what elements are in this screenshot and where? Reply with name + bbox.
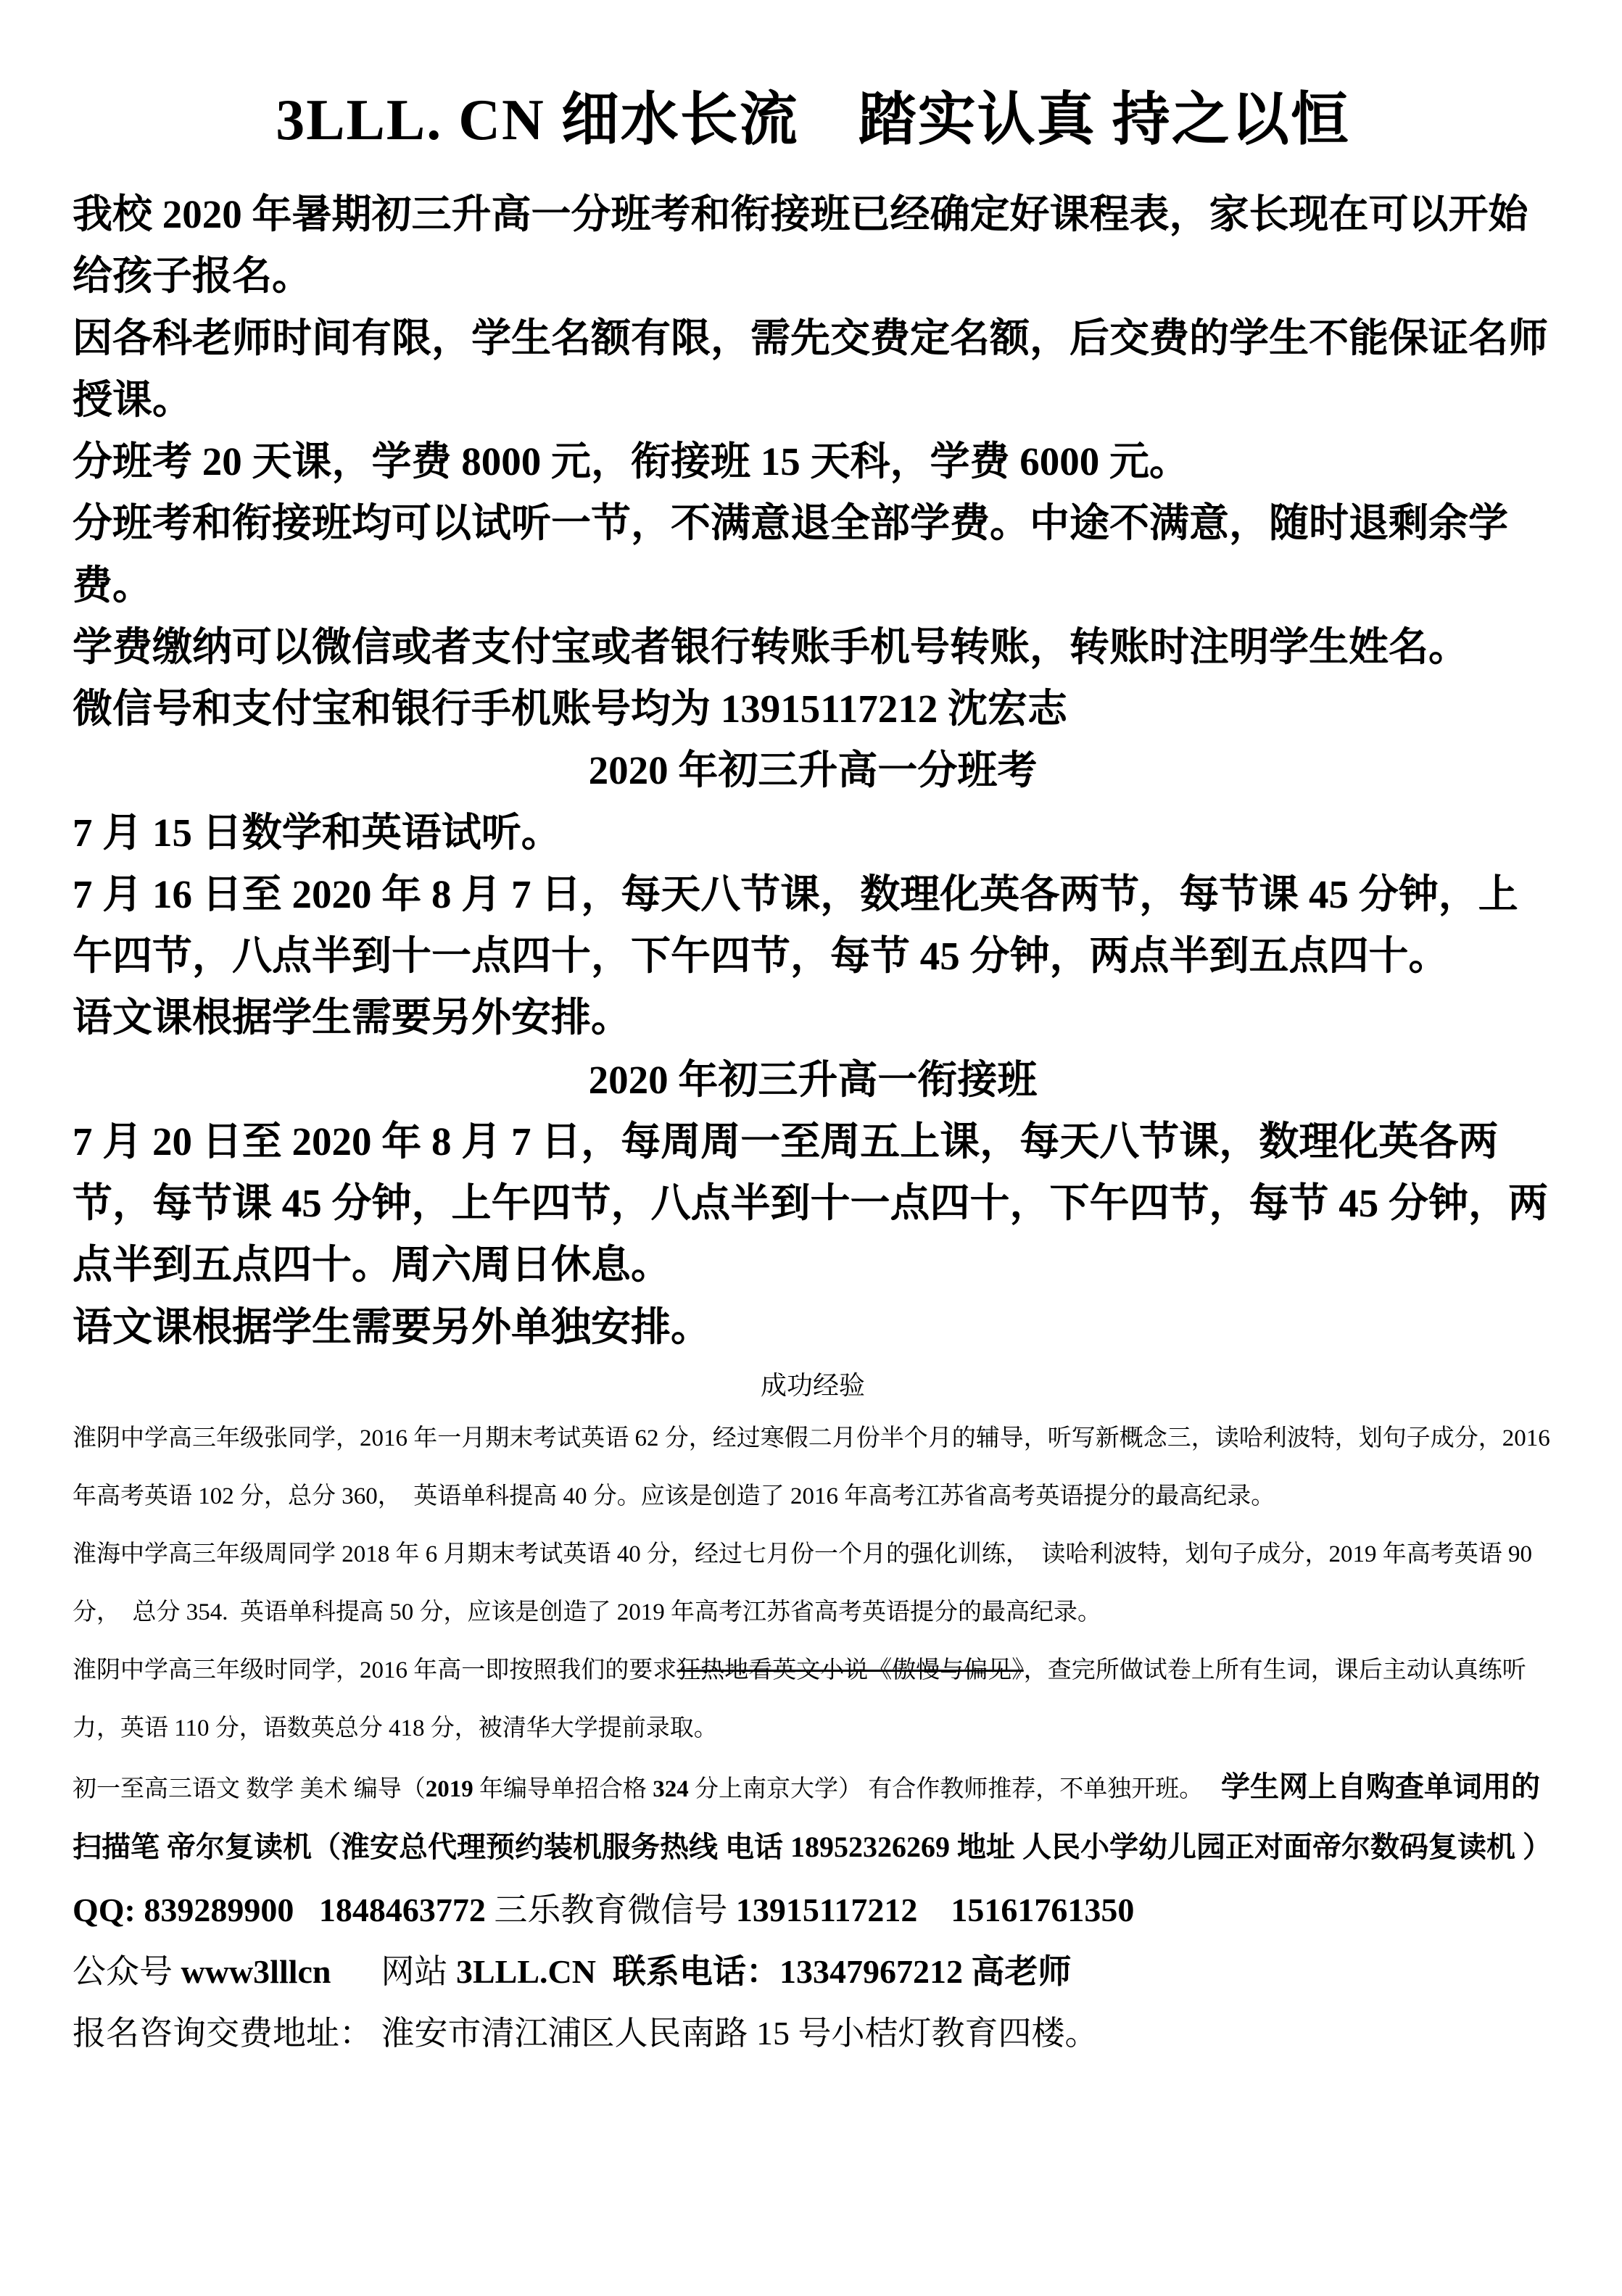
courses-year: 2019 xyxy=(425,1775,473,1802)
success-story-shi xyxy=(73,1642,1553,1758)
success-stories-heading: 成功经验 xyxy=(760,1370,865,1400)
bridge-class-schedule: 7 月 20 日至 2020 年 8 月 7 日，每周周一至周五上课，每天八节课，数理化英各两节，每节课 45 分钟，上午四节，八点半到十一点四十，下午四节，每节 45 分钟，两点半到五点四十。周六周日休息。 xyxy=(73,1119,1549,1288)
spacer xyxy=(1203,1776,1221,1802)
signup-address-line: 报名咨询交费地址： 淮安市清江浦区人民南路 15 号小桔灯教育四楼。 xyxy=(73,2015,1098,2052)
bridge-class-chinese-note: 语文课根据学生需要另外单独安排。 xyxy=(73,1304,711,1349)
placement-exam-chinese-note: 语文课根据学生需要另外安排。 xyxy=(73,995,632,1040)
courses-text: 初一至高三语文 数学 美术 编导（ xyxy=(73,1775,426,1802)
public-account-id: www3lllcn xyxy=(181,1953,331,1991)
qq-wechat-line xyxy=(73,1879,1553,1941)
contact-phone: 联系电话：13347967212 高老师 xyxy=(612,1953,1072,1991)
intro-paragraph-quota: 因各科老师时间有限，学生名额有限，需先交费定名额，后交费的学生不能保证名师授课。 xyxy=(73,315,1549,422)
section-heading-bridge-class: 2020 年初三升高一衔接班 xyxy=(588,1057,1038,1102)
story3-prefix: 淮阴中学高三年级时同学，2016 年高一即按照我们的要求 xyxy=(73,1657,677,1683)
intro-paragraph-fees: 分班考 20 天课，学费 8000 元，衔接班 15 天科，学费 6000 元。 xyxy=(73,439,1190,484)
spacer xyxy=(596,1953,613,1990)
website-label: 网站 xyxy=(331,1953,456,1991)
page-title: 3LLL. CN 细水长流 踏实认真 持之以恒 xyxy=(276,88,1350,152)
placement-exam-trial-date: 7 月 15 日数学和英语试听。 xyxy=(73,810,561,855)
courses-and-scanner-line xyxy=(73,1758,1553,1880)
wechat-numbers: 13915117212 15161761350 xyxy=(735,1891,1135,1929)
website-url: 3LLL.CN xyxy=(456,1953,596,1991)
section-heading-placement-exam: 2020 年初三升高一分班考 xyxy=(588,748,1038,793)
intro-paragraph-registration: 我校 2020 年暑期初三升高一分班考和衔接班已经确定好课程表，家长现在可以开始给孩子报名。 xyxy=(73,192,1528,299)
intro-paragraph-payment: 学费缴纳可以微信或者支付宝或者银行转账手机号转账，转账时注明学生姓名。 xyxy=(73,624,1469,669)
courses-text: 年编导单招合格 xyxy=(473,1775,653,1802)
success-story-zhang: 淮阴中学高三年级张同学，2016 年一月期末考试英语 62 分，经过寒假二月份半个月的辅导，听写新概念三，读哈利波特，划句子成分，2016 年高考英语 102 分，总分 360， 英语单科提高 40 分。应该是创造了 2016 年高考江苏省高考英语提分的最高纪录。 xyxy=(73,1425,1556,1510)
story3-strikethrough-text: 狂热地看英文小说《傲慢与偏见》 xyxy=(676,1657,1024,1683)
placement-exam-schedule: 7 月 16 日至 2020 年 8 月 7 日，每天八节课，数理化英各两节，每节课 45 分钟，上午四节，八点半到十一点四十，下午四节，每节 45 分钟，两点半到五点四十。 xyxy=(73,871,1518,978)
intro-paragraph-account: 微信号和支付宝和银行手机账号均为 13915117212 沈宏志 xyxy=(73,687,1067,731)
wechat-label: 三乐教育微信号 xyxy=(494,1891,736,1929)
scanner-reader-notice: 学生网上自购查单词用的扫描笔 帝尔复读机（淮安总代理预约装机服务热线 电话 18952326269 地址 人民小学幼儿园正对面帝尔数码复读机 ） xyxy=(73,1770,1552,1864)
account-website-phone-line xyxy=(73,1941,1553,2002)
courses-text: 分上南京大学） 有合作教师推荐，不单独开班。 xyxy=(688,1775,1204,1802)
courses-score: 324 xyxy=(653,1775,689,1802)
success-story-zhou: 淮海中学高三年级周同学 2018 年 6 月期末考试英语 40 分，经过七月份一个月的强化训练， 读哈利波特，划句子成分，2019 年高考英语 90 分， 总分 354. 英语单科提高 50 分，应该是创造了 2019 年高考江苏省高考英语提分的最高纪录。 xyxy=(73,1541,1539,1625)
story3-suffix: ，查完所做试卷上所有生词，课后主动认真练听力，英语 110 分，语数英总分 418 分，被清华大学提前录取。 xyxy=(73,1657,1526,1741)
public-account-label: 公众号 xyxy=(73,1953,181,1991)
intro-paragraph-refund: 分班考和衔接班均可以试听一节，不满意退全部学费。中途不满意，随时退剩余学费。 xyxy=(73,501,1509,608)
qq-numbers: QQ: 839289900 1848463772 xyxy=(73,1891,495,1929)
